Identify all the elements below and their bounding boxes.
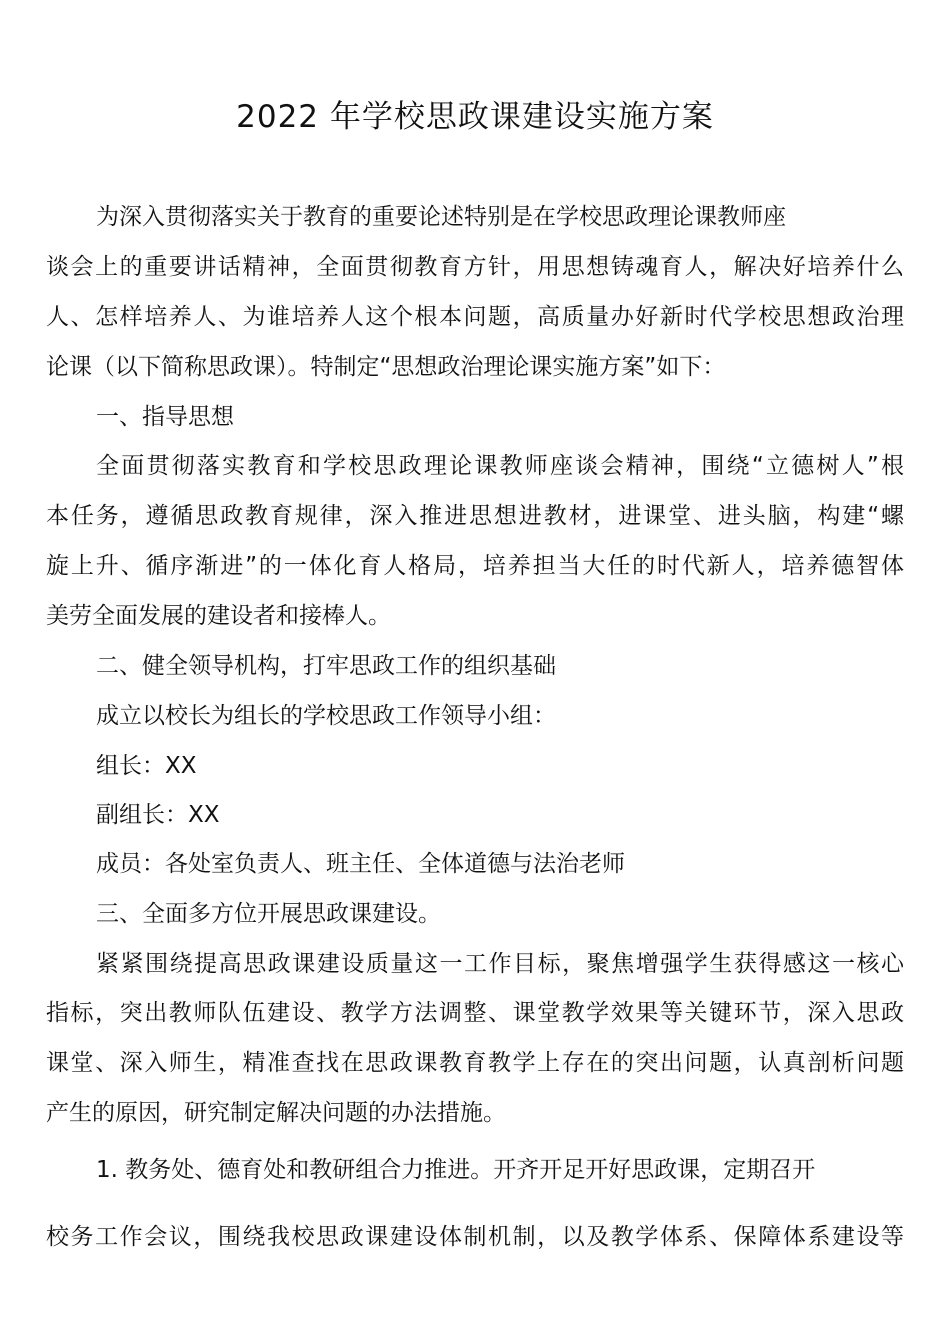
paragraph-line: 全面贯彻落实教育和学校思政理论课教师座谈会精神，围绕“立德树人”根 xyxy=(96,453,904,479)
paragraph-line: 本任务，遵循思政教育规律，深入推进思想进教材，进课堂、进头脑，构建“螺 xyxy=(46,503,904,529)
paragraph-line: 旋上升、循序渐进”的一体化育人格局，培养担当大任的时代新人，培养德智体 xyxy=(46,553,904,579)
section-heading: 一、指导思想 xyxy=(96,404,234,430)
paragraph-line: 副组长：XX xyxy=(96,802,220,828)
section-heading: 三、全面多方位开展思政课建设。 xyxy=(96,901,441,927)
paragraph-line: 人、怎样培养人、为谁培养人这个根本问题，高质量办好新时代学校思想政治理 xyxy=(46,304,904,330)
paragraph-line: 课堂、深入师生，精准查找在思政课教育教学上存在的突出问题，认真剖析问题 xyxy=(46,1050,904,1076)
paragraph-line: 成立以校长为组长的学校思政工作领导小组： xyxy=(96,703,556,729)
paragraph-line: 论课（以下简称思政课）。特制定“思想政治理论课实施方案”如下： xyxy=(46,354,726,380)
section-heading: 二、健全领导机构，打牢思政工作的组织基础 xyxy=(96,653,556,679)
paragraph-line: 成员：各处室负责人、班主任、全体道德与法治老师 xyxy=(96,851,625,877)
paragraph-line: 指标，突出教师队伍建设、教学方法调整、课堂教学效果等关键环节，深入思政 xyxy=(46,1000,904,1026)
paragraph-line: 美劳全面发展的建设者和接棒人。 xyxy=(46,603,391,629)
paragraph-line: 紧紧围绕提高思政课建设质量这一工作目标，聚焦增强学生获得感这一核心 xyxy=(96,951,904,977)
paragraph-line: 校务工作会议，围绕我校思政课建设体制机制，以及教学体系、保障体系建设等 xyxy=(46,1224,904,1250)
paragraph-line: 1. 教务处、德育处和教研组合力推进。开齐开足开好思政课，定期召开 xyxy=(96,1157,816,1183)
document-title: 2022 年学校思政课建设实施方案 xyxy=(236,99,714,135)
paragraph-line: 产生的原因，研究制定解决问题的办法措施。 xyxy=(46,1100,506,1126)
paragraph-line: 为深入贯彻落实关于教育的重要论述特别是在学校思政理论课教师座 xyxy=(96,204,786,230)
paragraph-line: 谈会上的重要讲话精神，全面贯彻教育方针，用思想铸魂育人，解决好培养什么 xyxy=(46,254,904,280)
paragraph-line: 组长：XX xyxy=(96,753,197,779)
